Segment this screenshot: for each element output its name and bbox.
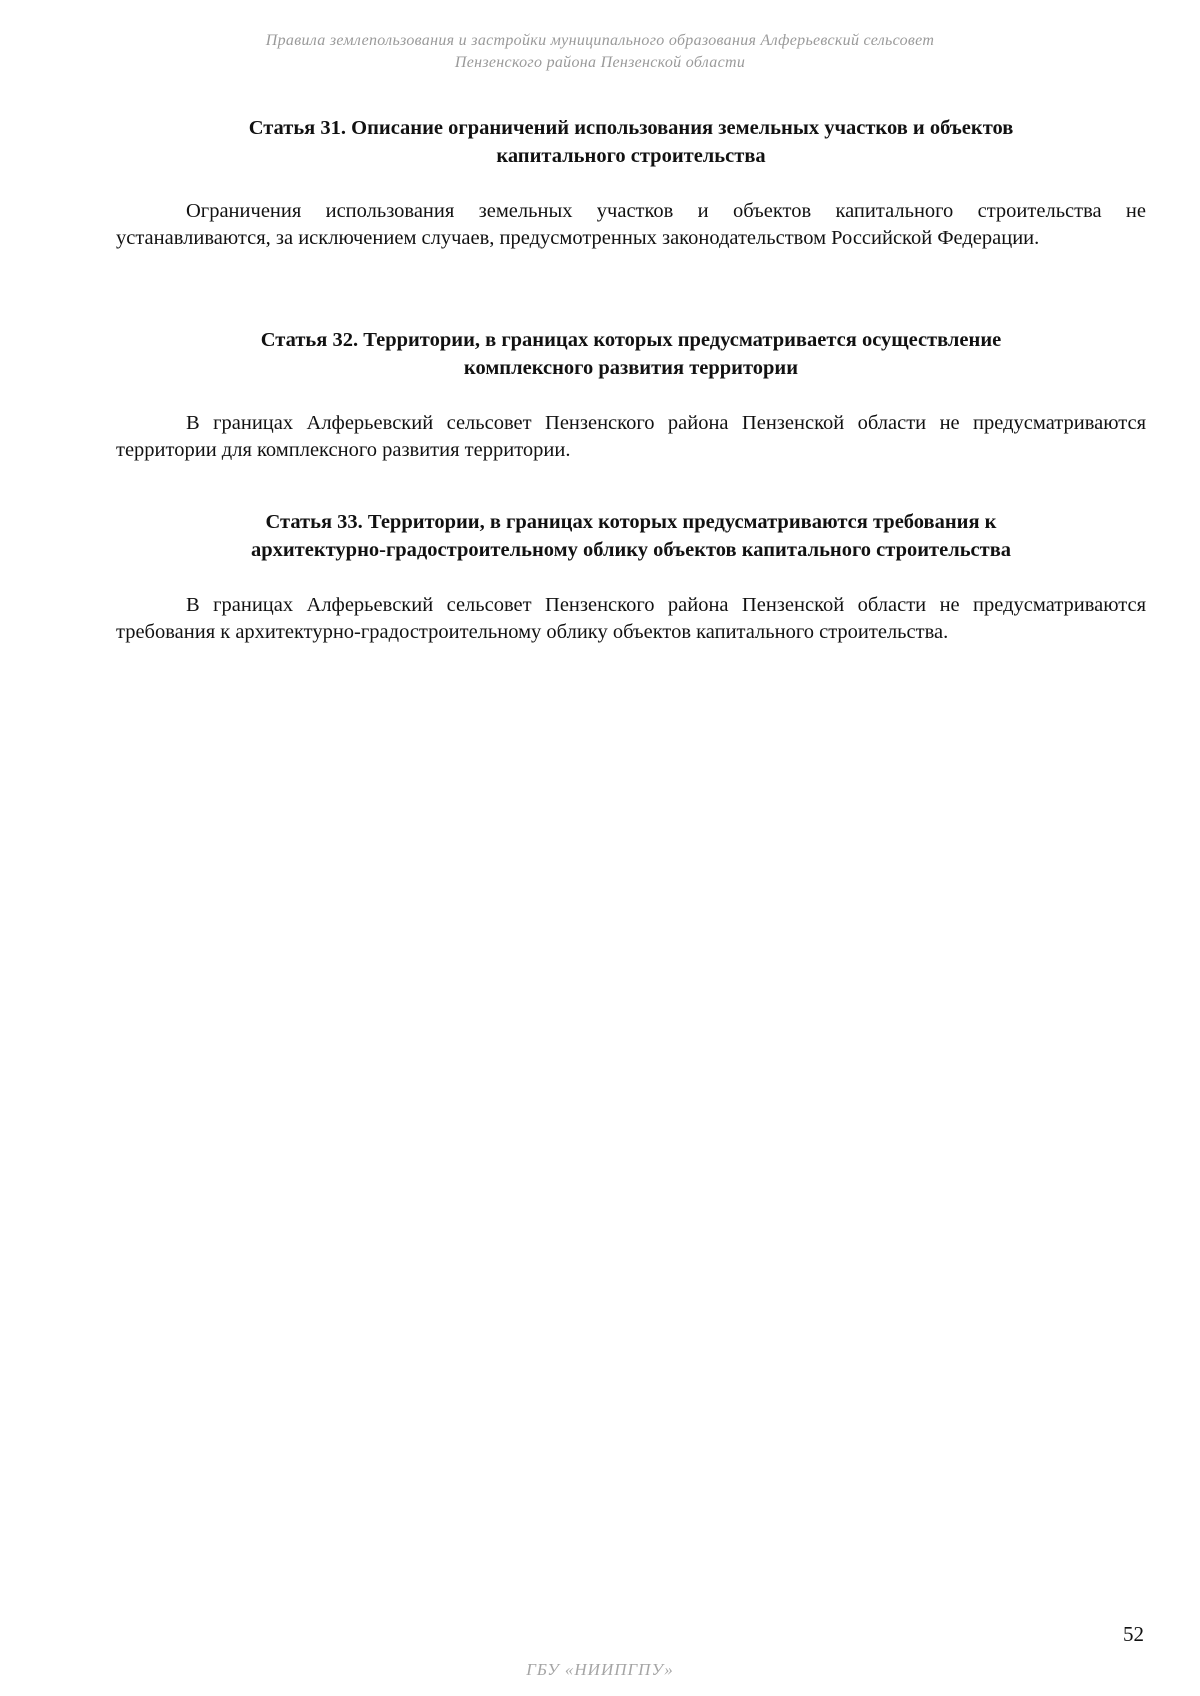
footer-organization: ГБУ «НИИПГПУ» xyxy=(526,1660,674,1679)
running-header xyxy=(140,30,1060,74)
article-31-body: Ограничения использования земельных участков и объектов капитального строительства не устанавливаются, за исключением случаев, предусмотренных законодательством Российской Федерации. xyxy=(116,200,1146,249)
article-33-title xyxy=(116,508,1146,564)
article-32-title xyxy=(116,326,1146,382)
article-32 xyxy=(116,326,1146,464)
article-31 xyxy=(116,114,1146,252)
article-31-title-line-1: Статья 31. Описание ограничений использования земельных участков и объектов xyxy=(248,117,1014,139)
article-31-title xyxy=(116,114,1146,170)
article-32-body: В границах Алферьевский сельсовет Пензенского района Пензенской области не предусматриваются территории для комплексного развития территории. xyxy=(116,412,1146,461)
article-33-title-line-1: Статья 33. Территории, в границах которых предусматриваются требования к xyxy=(265,511,997,533)
running-header-line-2: Пензенского района Пензенской области xyxy=(454,54,746,71)
running-header-line-1: Правила землепользования и застройки муниципального образования Алферьевский сельсовет xyxy=(265,32,935,49)
article-31-title-line-2: капитального строительства xyxy=(496,145,766,167)
article-33-body: В границах Алферьевский сельсовет Пензенского района Пензенской области не предусматриваются требования к архитектурно-градостроительному облику объектов капитального строительства. xyxy=(116,594,1146,643)
article-32-title-line-2: комплексного развития территории xyxy=(463,357,799,379)
article-33 xyxy=(116,508,1146,646)
article-33-title-line-2: архитектурно-градостроительному облику объектов капитального строительства xyxy=(250,539,1012,561)
article-32-title-line-1: Статья 32. Территории, в границах которых предусматривается осуществление xyxy=(260,329,1002,351)
page-number: 52 xyxy=(1123,1622,1144,1646)
